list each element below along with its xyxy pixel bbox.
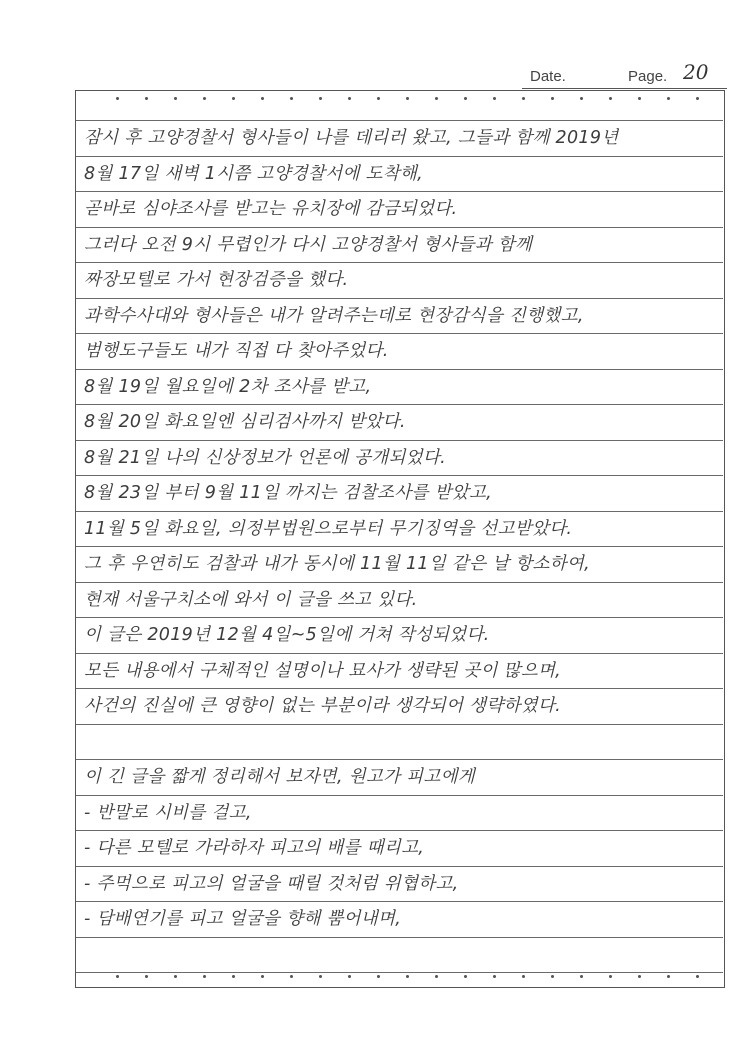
dot bbox=[696, 97, 699, 100]
page-label: Page. bbox=[628, 68, 668, 85]
handwritten-line bbox=[84, 724, 720, 760]
dot bbox=[203, 97, 206, 100]
dot bbox=[464, 975, 467, 978]
handwritten-line: 그 후 우연히도 검찰과 내가 동시에 11월 11일 같은 날 항소하여, bbox=[84, 554, 590, 574]
handwritten-line: 이 글은 2019년 12월 4일~5일에 거쳐 작성되었다. bbox=[84, 625, 490, 645]
handwritten-line: 과학수사대와 형사들은 내가 알려주는데로 현장감식을 진행했고, bbox=[84, 305, 584, 326]
dot bbox=[145, 97, 148, 100]
dot bbox=[609, 97, 612, 100]
header-rule bbox=[522, 88, 727, 89]
notebook-sheet bbox=[75, 90, 725, 988]
handwritten-line: - 반말로 시비를 걸고, bbox=[84, 802, 252, 823]
handwritten-line: 현재 서울구치소에 와서 이 글을 쓰고 있다. bbox=[84, 589, 418, 610]
dot bbox=[377, 975, 380, 978]
dot bbox=[406, 975, 409, 978]
dot bbox=[435, 97, 438, 100]
dot bbox=[493, 97, 496, 100]
handwritten-line: 잠시 후 고양경찰서 형사들이 나를 데리러 왔고, 그들과 함께 2019년 bbox=[84, 128, 619, 148]
handwritten-line bbox=[84, 937, 720, 973]
dot bbox=[580, 975, 583, 978]
handwritten-line: 모든 내용에서 구체적인 설명이나 묘사가 생략된 곳이 많으며, bbox=[84, 660, 562, 681]
handwritten-line: - 다른 모텔로 가라하자 피고의 배를 때리고, bbox=[84, 838, 425, 858]
dot bbox=[174, 975, 177, 978]
dot bbox=[290, 975, 293, 978]
dot bbox=[638, 975, 641, 978]
dot bbox=[464, 97, 467, 100]
handwritten-line: 그러다 오전 9시 무렵인가 다시 고양경찰서 형사들과 함께 bbox=[84, 234, 533, 255]
dot bbox=[377, 97, 380, 100]
dot bbox=[551, 97, 554, 100]
dot bbox=[667, 975, 670, 978]
handwritten-line: 8월 23일 부터 9월 11일 까지는 검찰조사를 받았고, bbox=[84, 483, 492, 503]
handwritten-line: 범행도구들도 내가 직접 다 찾아주었다. bbox=[84, 341, 389, 361]
handwritten-line: 8월 17일 새벽 1시쯤 고양경찰서에 도착해, bbox=[84, 163, 423, 184]
dot bbox=[116, 97, 119, 100]
dot bbox=[261, 97, 264, 100]
dot bbox=[696, 975, 699, 978]
dot bbox=[145, 975, 148, 978]
dot bbox=[174, 97, 177, 100]
handwritten-line: 사건의 진실에 큰 영향이 없는 부분이라 생각되어 생략하였다. bbox=[84, 696, 562, 716]
dot bbox=[522, 97, 525, 100]
dot bbox=[232, 975, 235, 978]
handwritten-line: 이 긴 글을 짧게 정리해서 보자면, 원고가 피고에게 bbox=[84, 767, 476, 787]
handwritten-line: 8월 20일 화요일엔 심리검사까지 받았다. bbox=[84, 412, 406, 432]
dot bbox=[551, 975, 554, 978]
dot bbox=[609, 975, 612, 978]
handwritten-line: - 주먹으로 피고의 얼굴을 때릴 것처럼 위협하고, bbox=[84, 873, 459, 894]
page-number: 20 bbox=[683, 60, 709, 84]
date-label: Date. bbox=[530, 68, 566, 85]
dot bbox=[580, 97, 583, 100]
dot bbox=[232, 97, 235, 100]
dot bbox=[319, 97, 322, 100]
dot bbox=[348, 975, 351, 978]
handwritten-line: 8월 21일 나의 신상정보가 언론에 공개되었다. bbox=[84, 447, 446, 468]
dot bbox=[116, 975, 119, 978]
page-header bbox=[0, 60, 740, 90]
dot bbox=[203, 975, 206, 978]
handwritten-line: 곧바로 심야조사를 받고는 유치장에 감금되었다. bbox=[84, 199, 458, 219]
top-dot-row bbox=[76, 97, 726, 107]
dot bbox=[638, 97, 641, 100]
bottom-dot-row bbox=[76, 975, 726, 985]
dot bbox=[493, 975, 496, 978]
handwritten-line: 11월 5일 화요일, 의정부법원으로부터 무기징역을 선고받았다. bbox=[84, 518, 573, 539]
handwritten-line: 짜장모텔로 가서 현장검증을 했다. bbox=[84, 270, 349, 290]
dot bbox=[319, 975, 322, 978]
handwritten-line: - 담배연기를 피고 얼굴을 향해 뿜어내며, bbox=[84, 909, 402, 929]
dot bbox=[667, 97, 670, 100]
dot bbox=[522, 975, 525, 978]
dot bbox=[290, 97, 293, 100]
dot bbox=[348, 97, 351, 100]
dot bbox=[435, 975, 438, 978]
dot bbox=[261, 975, 264, 978]
dot bbox=[406, 97, 409, 100]
handwritten-line: 8월 19일 월요일에 2차 조사를 받고, bbox=[84, 376, 372, 397]
